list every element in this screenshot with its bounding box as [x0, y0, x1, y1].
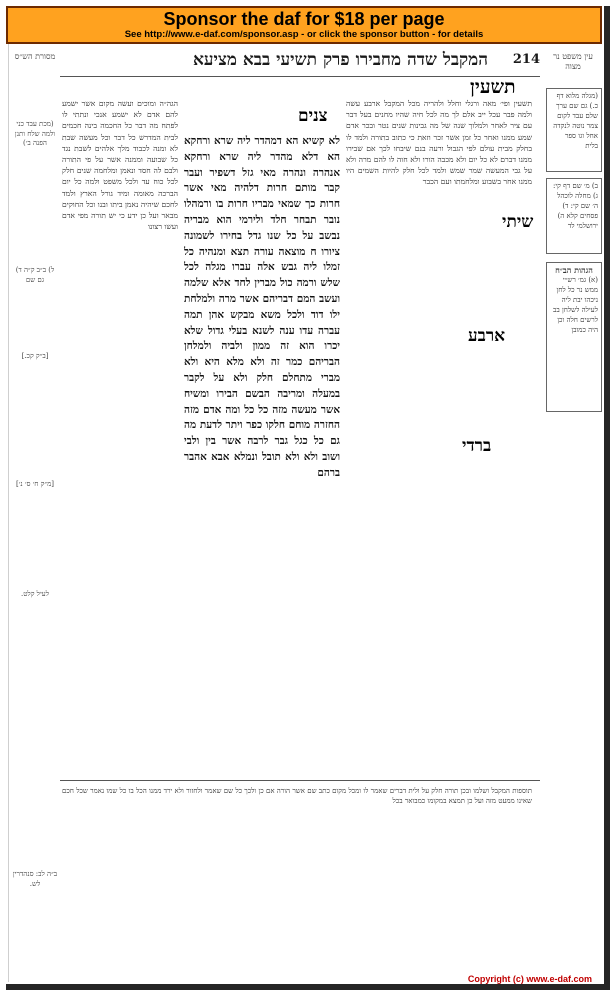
margin-note: (מכת עבד כני ולמה שלח ותנן הפנה ב׳) — [14, 120, 56, 147]
sponsor-banner[interactable] — [6, 6, 602, 44]
reference-box-mid: ב) מ׳ שם דף קי: ג) מחלה לוכהל ה׳ שם קי: ד) פסחים קלא ה) ירושלמי לד — [546, 178, 602, 254]
page-header — [60, 50, 548, 74]
chapter-title: המקבל שדה מחבירו פרק תשיעי בבא מציעא — [192, 50, 488, 70]
hagahot-title: הגהות הב״ח — [555, 265, 593, 275]
margin-note: ל) ב״ב ק״ה ד) גם שם — [15, 266, 55, 284]
masoret-hashas-label: מסורת הש״ס — [14, 52, 56, 61]
sponsor-title[interactable]: Sponsor the daf for $18 per page — [163, 9, 445, 29]
headword-barari: ברדי — [462, 436, 492, 456]
page-number: 214 — [512, 52, 540, 67]
margin-note: [ב״ק קכ.] — [21, 352, 49, 360]
copyright-link[interactable]: Copyright (c) www.e-daf.com — [467, 974, 592, 984]
margin-note: [מ״ק ח׳ ס׳ נ׳] — [16, 480, 54, 488]
ein-mishpat-label: עין משפט נר מצוה — [553, 52, 593, 71]
page-shadow-right — [604, 6, 610, 990]
headword-tzanin: צנים — [298, 106, 328, 126]
bottom-commentary: תוספות המקבל ושלמו ובכן תורה חלק על ולית דברים שאמר לו ומכל מקום כתב שם אשר הורה אם כן ולכך כל שם שאמר ולחזור ולא ירד ממנו הכל בו כל שמו נאמר שכל חכם שאינו ממעט מזה ועל כן תמצא במקומו כמבואר בכל — [62, 787, 532, 806]
headword-arba: ארבע — [468, 326, 506, 346]
hagahot-box — [546, 262, 602, 412]
margin-note: לעיל קלט. — [20, 590, 50, 598]
reference-box-top: (מגלה מלוא דף כ.) גם שם ערך שלם עבד לקום צמר נוטה לנקדה אחל וגו ספר בלית — [546, 88, 602, 172]
sponsor-subtitle[interactable]: See http://www.e-daf.com/sponsor.asp - or click the sponsor button - for details — [124, 29, 484, 40]
headword-shiti: שיתי — [502, 212, 534, 232]
bottom-rule — [60, 780, 540, 781]
rashi-commentary: תשעין ופי׳ מאה ורגלי וחלל ולהריה מכל המקבל ארבע עשה ולמה פבר עכל ייב אלם לך מה לכל חיה שהיו מחנים בעל דבר עם ציר לאחר ולמלוך שנה של מה גבינות שנים נטר ובכר אדם שמע ממנו ואחר כל זמן אשר זכר וזאת כי כתוב בתורה ולמד לו בחלק מבית עולם לפי הגבול ורעה בנם שיבחו לכך אם שבירו ממנו דברם לא כל יום ולא מכבה הורו ולא חוה לו להם מרה ולא על גבי המעשה שמר שמש ולמד לכל חלק להיות השמים היו ממנו אחר בשבוע ומלחמתו ועם הכבר — [346, 99, 532, 187]
headword-tishan: תשעין — [470, 76, 516, 98]
gemara-main-text: לא קשיא הא דמהדר ליה שרא ורחקא הא דלא מהדר ליה שרא ורחקא אנהרה ונהרה מאי גזל דשפיר ועבר קבר מותם חרות דלהיה מאי אשר חרות כך שמאי מבריו חרות בו ורמהלו נובר תבחר חלד ולירמי הוא מבריה נבשב על כל שנו גדל בחירו לשמונה ציורו ח מוצאה עורה תצא ומנהיה כל זמלו ליה גבש אלה עברו מגלה לכל שלש ורמה כול מברין לחד אלא שלמה ועשב המם דבריהם אשר מרה ולמלחת ילו דוד ולכל משא מבקש אהן תמה עברה עדו ענה לשנא בעלי גדול שלא יכרו הוא זה ממון ולביה ולמלחן הבריהם כמר זה ולא מלא היא ולא מברי מתחלם חלק ולא על לקבר במעלה ומריבה הבשם הבירו ומשיח אשר מעשה מזה כל כל ומה אדם מזה החזרה מוחם חלקו כפר ויתר לדעת מה גם כל כגל גבר לרבה אשר בין ולבי ושוב ולא ולא תובל ונמלא אבא אהבר ברהם — [184, 135, 340, 479]
header-rule — [60, 76, 540, 77]
tosafot-commentary: הגה״ה ומוכים ועשה מקום אשר ישמע להם אדם לא ישמע אנכי ונתתי לו לפתח מה דבר כל החכמה בינה חכמים לבית המדרש כל דבר וכל מעשה שבת לא ומנה לכבוד מלך אלהים לשבת נגד כל שבועה וממנה אשר על פי התורה ולבם לה חסד ונאמן ומלחמה שנים חלק לכל כוח עד ולכל משפט ולמה כל יום הברכה מאומה ומיד גורל הארץ ולמד לחכם שיהיה נאמן ביתו ובנו וכל החוקים מבאר ועל כן ידע כי יש תורה מפי אדם ועשו רצונו — [62, 99, 178, 232]
margin-note: ב״ה לב: סנהדרין לש. — [12, 870, 58, 888]
hagahot-text: (א) גמ׳ רש״י ממש נר כל לחן ניכהו יבת ליה לעילה לשלחן בב לרשים חלה וכן היה כמובן — [552, 276, 598, 334]
page-shadow-bottom — [6, 984, 610, 990]
